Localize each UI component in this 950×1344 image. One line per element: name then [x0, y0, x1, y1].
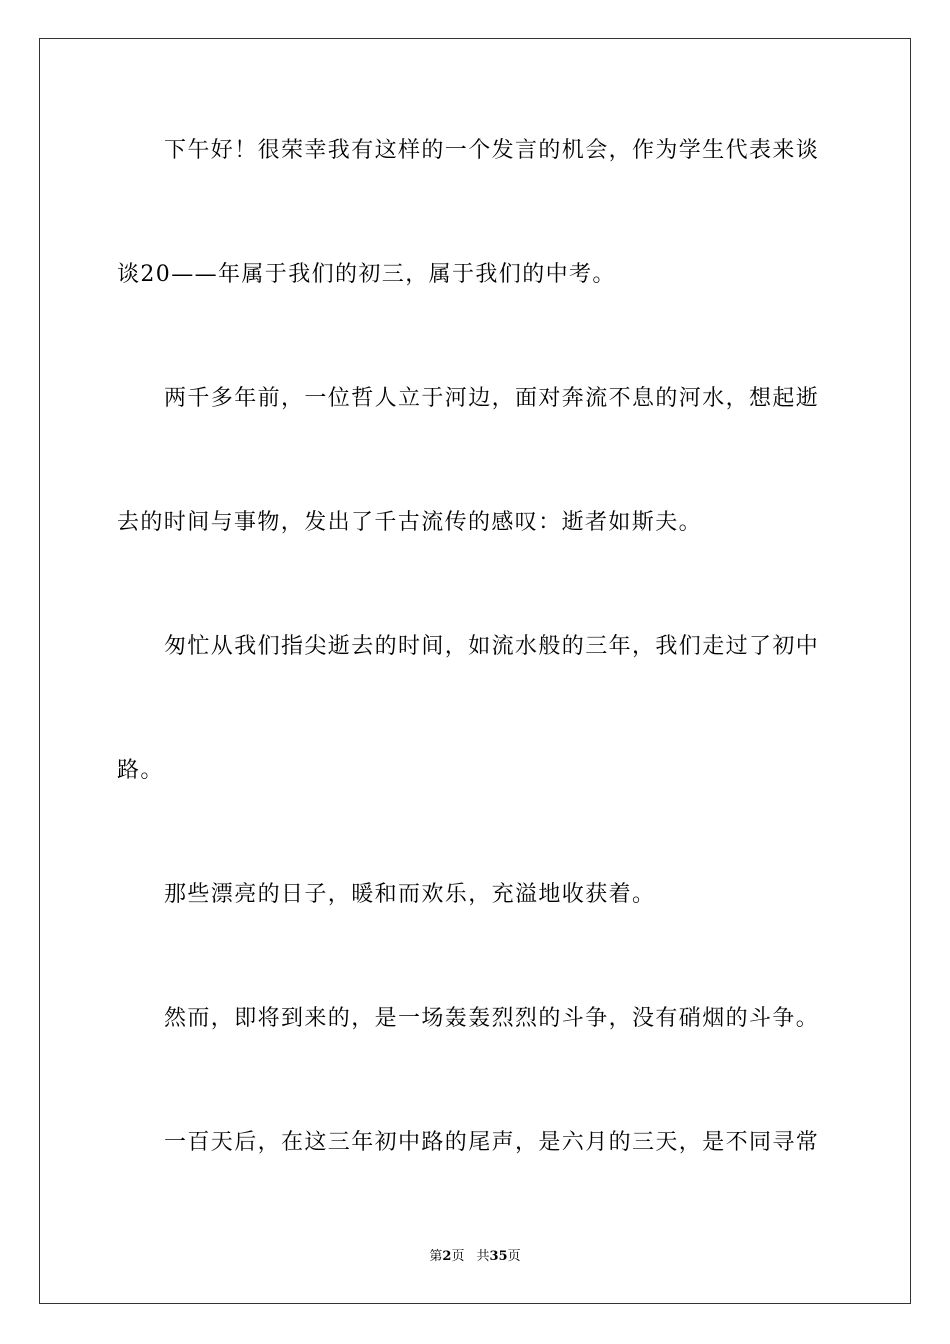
- footer-page-prefix: 第: [429, 1249, 443, 1264]
- footer-total-prefix: 共: [476, 1249, 490, 1264]
- footer-page-number: 2: [442, 1249, 452, 1264]
- paragraph-line-7: 那些漂亮的日子，暖和而欢乐，充溢地收获着。: [164, 882, 656, 907]
- page-footer: [0, 1248, 950, 1266]
- paragraph-line-3: 两千多年前，一位哲人立于河边，面对奔流不息的河水，想起逝: [164, 386, 820, 411]
- paragraph-line-5: 匆忙从我们指尖逝去的时间，如流水般的三年，我们走过了初中: [164, 634, 820, 659]
- footer-total-pages: 35: [489, 1249, 508, 1264]
- paragraph-line-2: 谈20——年属于我们的初三，属于我们的中考。: [117, 262, 616, 287]
- paragraph-line-6: 路。: [117, 758, 164, 783]
- paragraph-line-4: 去的时间与事物，发出了千古流传的感叹：逝者如斯夫。: [117, 510, 703, 535]
- footer-total-suffix: 页: [507, 1249, 521, 1264]
- page-frame: [39, 38, 911, 1304]
- paragraph-line-8: 然而，即将到来的，是一场轰轰烈烈的斗争，没有硝烟的斗争。: [164, 1006, 820, 1031]
- paragraph-line-9: 一百天后，在这三年初中路的尾声，是六月的三天，是不同寻常: [164, 1130, 820, 1155]
- paragraph-line-1: 下午好！很荣幸我有这样的一个发言的机会，作为学生代表来谈: [164, 138, 820, 163]
- footer-page-suffix: 页: [451, 1249, 465, 1264]
